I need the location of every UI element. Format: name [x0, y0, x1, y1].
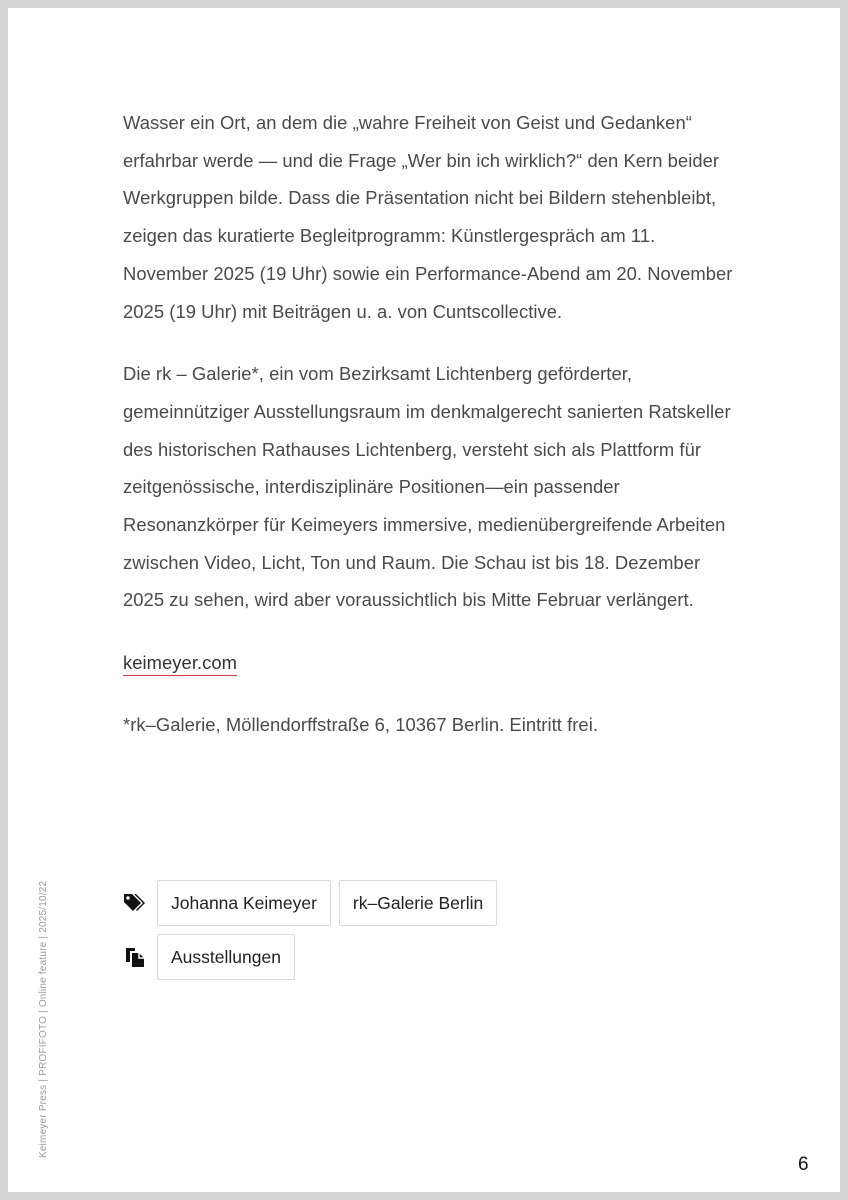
tag-rk-galerie-berlin[interactable]: rk–Galerie Berlin [339, 880, 497, 926]
article-paragraph-1: Wasser ein Ort, an dem die „wahre Freiheit von Geist und Gedanken“ erfahrbar werde — und die Frage „Wer bin ich wirklich?“ den Kern beider Werkgruppen bilde. Dass die Präsentation nicht bei Bildern stehenbleibt, zeigen das kuratierte Begleitprogramm: Künstlergespräch am 11. November 2025 (19 Uhr) sowie ein Performance-Abend am 20. November 2025 (19 Uhr) mit Beiträgen u. a. von Cuntscollective. [123, 112, 733, 322]
article-paragraph-2: Die rk – Galerie*, ein vom Bezirksamt Lichtenberg geförderter, gemeinnütziger Ausstellungsraum im denkmalgerecht sanierten Ratskeller des historischen Rathauses Lichtenberg, versteht sich als Plattform für zeitgenössische, interdisziplinäre Positionen—ein passender Resonanzkörper für Keimeyers immersive, medienübergreifende Arbeiten zwischen Video, Licht, Ton und Raum. Die Schau ist bis 18. Dezember 2025 zu sehen, wird aber voraussichtlich bis Mitte Februar verlängert. [123, 363, 731, 611]
tag-section [123, 880, 505, 988]
tag-johanna-keimeyer[interactable]: Johanna Keimeyer [157, 880, 331, 926]
tags-icon [123, 891, 147, 915]
page [8, 8, 840, 1192]
page-number: 6 [798, 1154, 809, 1175]
documents-icon [123, 945, 147, 969]
footnote: *rk–Galerie, Möllendorffstraße 6, 10367 Berlin. Eintritt frei. [123, 713, 598, 735]
category-row [123, 934, 505, 980]
link-paragraph [123, 644, 743, 682]
category-ausstellungen[interactable]: Ausstellungen [157, 934, 295, 980]
tag-row [123, 880, 505, 926]
side-label: Keimeyer Press | PROFIFOTO | Online feature | 2025/10/22 [38, 880, 49, 1158]
website-link[interactable]: keimeyer.com [123, 652, 237, 676]
article-body [123, 104, 743, 744]
